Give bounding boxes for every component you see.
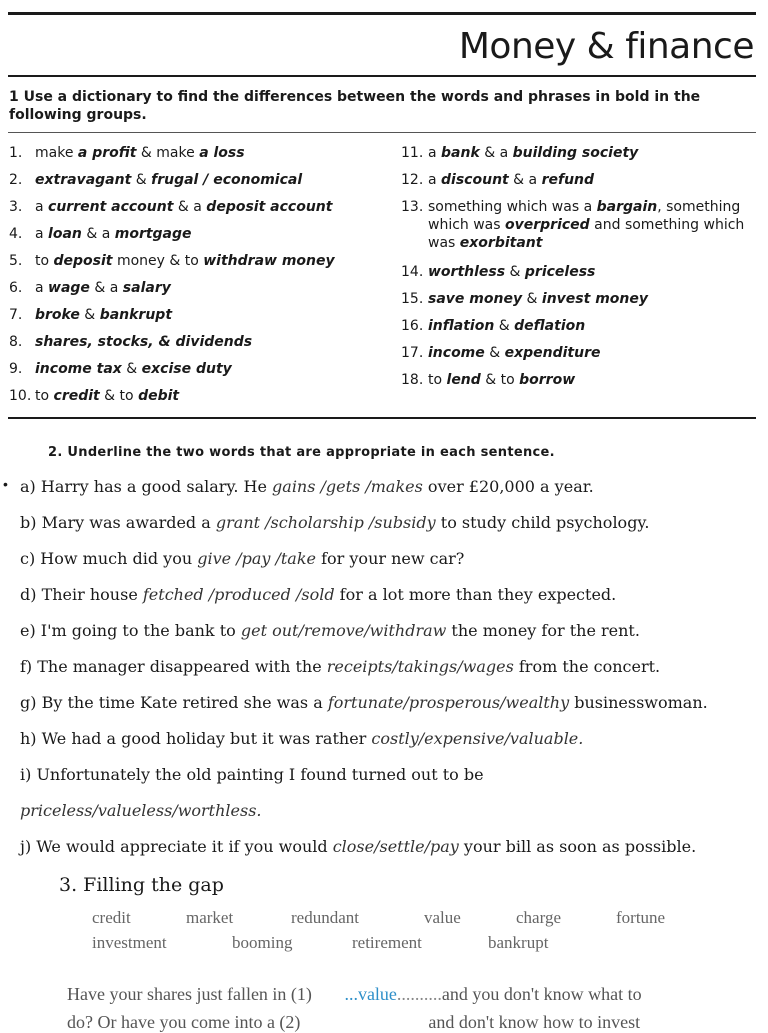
item-text (428, 290, 761, 317)
text-fragment: & to (480, 372, 520, 388)
bold-term: income (428, 345, 485, 361)
sentence (20, 729, 583, 748)
word-options: costly/expensive/valuable. (371, 729, 584, 748)
passage-text: and you don't know what to (441, 984, 642, 1004)
item-text (35, 225, 379, 252)
passage-line-2 (67, 1012, 640, 1033)
sentence (20, 657, 660, 676)
text-fragment: c) How much did you (20, 549, 198, 568)
text-fragment: from the concert. (513, 657, 661, 676)
item-number: 10. (9, 388, 32, 404)
word-options: priceless/valueless/worthless. (20, 801, 262, 820)
item-text (35, 144, 379, 171)
text-fragment: i) Unfortunately the old painting I found turned out to be (20, 765, 484, 784)
bold-term: priceless (524, 264, 596, 280)
item-number: 8. (9, 334, 23, 350)
bold-term: refund (541, 172, 595, 188)
word-bank-item: charge (516, 908, 561, 927)
item-number: 15. (401, 291, 424, 307)
text-fragment: f) The manager disappeared with the (20, 657, 327, 676)
sentence (20, 765, 484, 784)
bold-term: deposit account (206, 199, 333, 215)
item-text (35, 360, 379, 387)
sentence (20, 585, 616, 604)
word-bank-item: value (424, 908, 461, 927)
word-options: fortunate/prosperous/wealthy (327, 693, 570, 712)
item-text (35, 387, 379, 414)
list-item (9, 225, 379, 252)
word-bank-item: retirement (352, 933, 422, 952)
list-item (9, 333, 379, 360)
text-fragment: for a lot more than they expected. (334, 585, 617, 604)
list-item (9, 198, 379, 225)
word-bank-item: booming (232, 933, 293, 952)
bold-term: deflation (514, 318, 586, 334)
bold-term: exorbitant (459, 235, 543, 251)
bold-term: borrow (519, 372, 576, 388)
text-fragment: & a (89, 280, 123, 296)
bold-term: broke (35, 307, 80, 323)
passage-text: do? Or have you come into a (2) (67, 1012, 301, 1032)
sentence (20, 477, 594, 496)
page-title: Money & finance (458, 26, 754, 67)
text-fragment: make (35, 145, 78, 161)
exercise-2-instruction: 2. Underline the two words that are appropriate in each sentence. (48, 445, 555, 460)
word-options: fetched /produced /sold (142, 585, 335, 604)
passage-text: and don't know how to invest (428, 1012, 641, 1032)
item-text (428, 371, 761, 398)
sentence (20, 801, 262, 820)
list-item (9, 252, 379, 279)
bold-term: frugal / economical (151, 172, 303, 188)
passage-line-1 (67, 984, 642, 1005)
text-fragment: & a (479, 145, 513, 161)
text-fragment: h) We had a good holiday but it was rather (20, 729, 372, 748)
list-item (9, 171, 379, 198)
text-fragment: a (428, 145, 442, 161)
item-text (428, 344, 761, 371)
sentence (20, 837, 696, 856)
exercise-1-right-column (401, 144, 761, 398)
bold-term: credit (53, 388, 100, 404)
bold-term: current account (48, 199, 174, 215)
item-text (35, 171, 379, 198)
word-options: gains /gets /makes (272, 477, 423, 496)
filled-answer: ...value (344, 984, 397, 1004)
text-fragment: & (484, 345, 505, 361)
list-item (401, 371, 761, 398)
word-options: get out/remove/withdraw (240, 621, 447, 640)
item-number: 6. (9, 280, 23, 296)
list-item (9, 144, 379, 171)
text-fragment: & a (173, 199, 207, 215)
bold-term: lend (446, 372, 481, 388)
bold-term: shares, stocks, & dividends (35, 334, 253, 350)
item-number: 17. (401, 345, 424, 361)
bold-term: excise duty (141, 361, 232, 377)
answer-blank: .......... (396, 984, 442, 1004)
text-fragment: & to (99, 388, 139, 404)
item-text (35, 333, 379, 360)
word-options: give /pay /take (197, 549, 317, 568)
word-bank-item: credit (92, 908, 131, 927)
instruction-rule (8, 132, 756, 133)
text-fragment: a (35, 226, 49, 242)
item-number: 13. (401, 199, 424, 215)
text-fragment: e) I'm going to the bank to (20, 621, 241, 640)
text-fragment: b) Mary was awarded a (20, 513, 216, 532)
bold-term: bank (441, 145, 480, 161)
exercise-1-left-column (9, 144, 379, 414)
item-number: 2. (9, 172, 23, 188)
text-fragment: & a (508, 172, 542, 188)
list-item (9, 306, 379, 333)
item-text (428, 198, 761, 263)
word-bank-item: fortune (616, 908, 666, 927)
text-fragment: , something which was (428, 199, 741, 233)
text-fragment: & (494, 318, 515, 334)
bold-term: extravagant (35, 172, 132, 188)
item-number: 9. (9, 361, 23, 377)
word-bank-item: redundant (291, 908, 359, 927)
item-number: 3. (9, 199, 23, 215)
bold-term: salary (122, 280, 171, 296)
text-fragment: & (522, 291, 542, 307)
text-fragment: & a (81, 226, 115, 242)
word-options: close/settle/pay (332, 837, 459, 856)
bold-term: wage (48, 280, 90, 296)
passage-text: Have your shares just fallen in (1) (67, 984, 312, 1004)
text-fragment: a (428, 172, 442, 188)
bold-term: withdraw money (203, 253, 335, 269)
sentence (20, 513, 649, 532)
bold-term: invest money (541, 291, 648, 307)
bold-term: expenditure (504, 345, 601, 361)
bold-term: bargain (596, 199, 658, 215)
sentence (20, 693, 708, 712)
word-options: grant /scholarship /subsidy (215, 513, 436, 532)
item-number: 7. (9, 307, 23, 323)
item-text (35, 306, 379, 333)
item-text (428, 317, 761, 344)
word-bank-item: investment (92, 933, 167, 952)
text-fragment: a (35, 199, 49, 215)
text-fragment: & (121, 361, 142, 377)
text-fragment: your bill as soon as possible. (458, 837, 697, 856)
item-number: 4. (9, 226, 23, 242)
text-fragment: & (505, 264, 525, 280)
list-item (401, 144, 761, 171)
item-number: 14. (401, 264, 424, 280)
bold-term: building society (512, 145, 639, 161)
text-fragment: & (131, 172, 152, 188)
text-fragment: to (35, 253, 54, 269)
list-item (9, 387, 379, 414)
bold-term: income tax (35, 361, 122, 377)
list-item (401, 198, 761, 263)
bold-term: mortgage (114, 226, 192, 242)
item-number: 1. (9, 145, 23, 161)
word-bank-item: bankrupt (488, 933, 549, 952)
item-text (428, 171, 761, 198)
text-fragment: a (35, 280, 49, 296)
text-fragment: & (79, 307, 100, 323)
bold-term: inflation (428, 318, 495, 334)
item-number: 5. (9, 253, 23, 269)
bold-term: discount (441, 172, 509, 188)
item-number: 18. (401, 372, 424, 388)
bold-term: overpriced (505, 217, 590, 233)
list-item (401, 317, 761, 344)
bold-term: debit (138, 388, 180, 404)
exercise-1-bottom-rule (8, 417, 756, 419)
sentence (20, 621, 640, 640)
text-fragment: for your new car? (316, 549, 465, 568)
word-bank-item: market (186, 908, 234, 927)
bold-term: a profit (77, 145, 137, 161)
item-number: 16. (401, 318, 424, 334)
text-fragment: g) By the time Kate retired she was a (20, 693, 328, 712)
text-fragment: to (35, 388, 54, 404)
item-text (35, 279, 379, 306)
top-rule (8, 12, 756, 15)
text-fragment: to study child psychology. (435, 513, 650, 532)
item-text (35, 252, 379, 279)
text-fragment: over £20,000 a year. (422, 477, 594, 496)
item-number: 12. (401, 172, 424, 188)
bullet-icon: • (3, 476, 8, 492)
item-text (428, 263, 761, 290)
list-item (401, 290, 761, 317)
text-fragment: something which was a (428, 199, 597, 215)
list-item (9, 360, 379, 387)
list-item (401, 263, 761, 290)
word-options: receipts/takings/wages (326, 657, 514, 676)
title-rule (8, 75, 756, 77)
sentence (20, 549, 464, 568)
item-text (35, 198, 379, 225)
bold-term: loan (48, 226, 82, 242)
text-fragment: & make (136, 145, 200, 161)
text-fragment: to (428, 372, 447, 388)
bold-term: a loss (199, 145, 245, 161)
exercise-1-instruction: 1 Use a dictionary to find the differences between the words and phrases in bold in the following groups. (9, 89, 701, 123)
text-fragment: d) Their house (20, 585, 143, 604)
exercise-3-title: 3. Filling the gap (59, 874, 224, 896)
list-item (401, 344, 761, 371)
text-fragment: a) Harry has a good salary. He (20, 477, 273, 496)
list-item (401, 171, 761, 198)
list-item (9, 279, 379, 306)
text-fragment: and something which was (428, 217, 745, 251)
text-fragment: businesswoman. (569, 693, 708, 712)
bold-term: deposit (53, 253, 113, 269)
item-number: 11. (401, 145, 424, 161)
text-fragment: money & to (112, 253, 204, 269)
text-fragment: the money for the rent. (446, 621, 640, 640)
item-text (428, 144, 761, 171)
bold-term: save money (428, 291, 523, 307)
bold-term: worthless (428, 264, 506, 280)
bold-term: bankrupt (99, 307, 173, 323)
text-fragment: j) We would appreciate it if you would (20, 837, 333, 856)
